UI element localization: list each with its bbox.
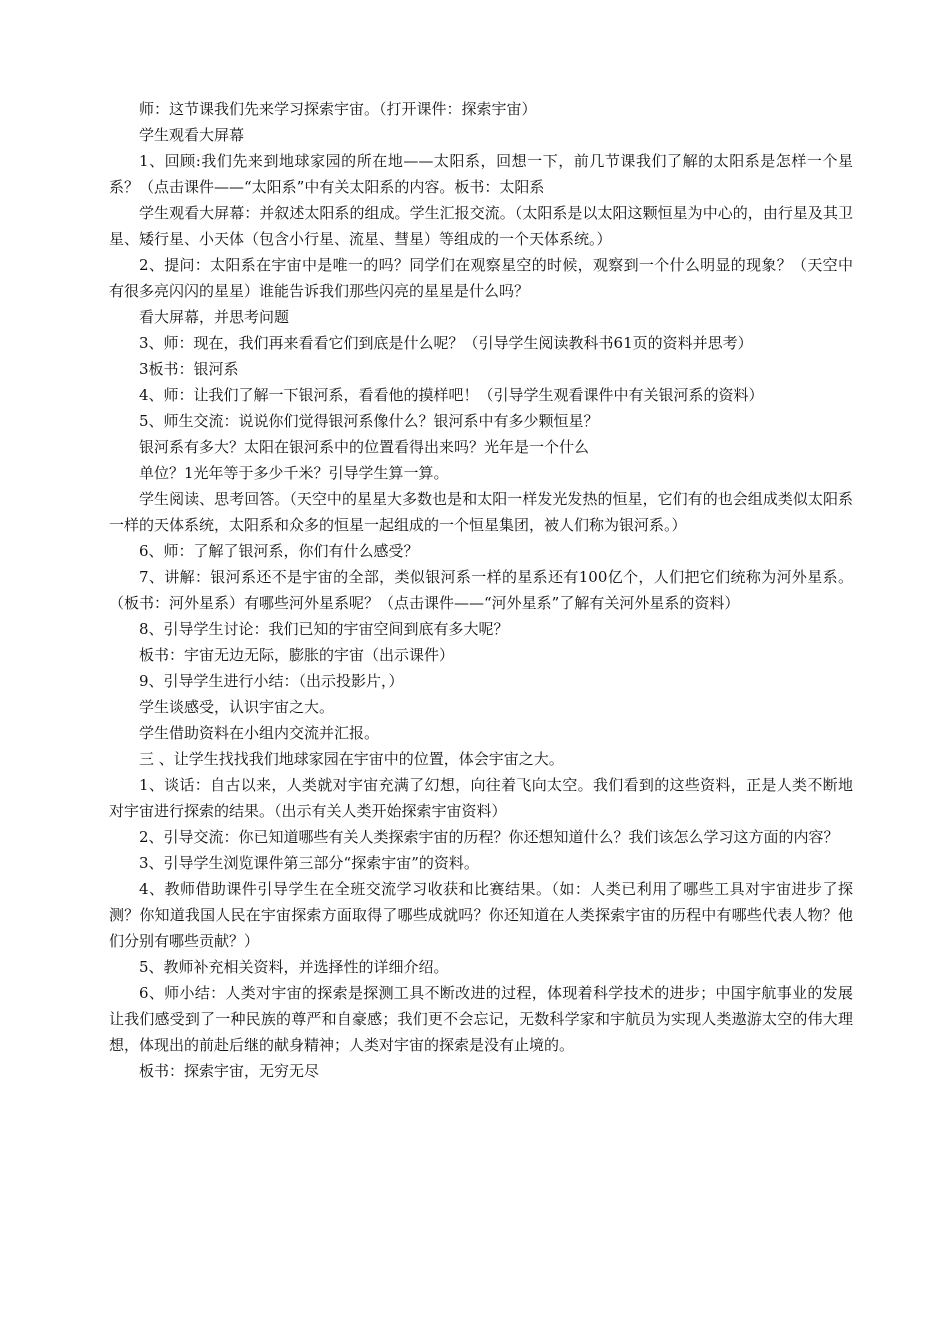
paragraph: 单位？1光年等于多少千米？引导学生算一算。 xyxy=(139,464,449,482)
paragraph: 板书：宇宙无边无际，膨胀的宇宙（出示课件） xyxy=(139,646,455,664)
paragraph: 8、引导学生讨论：我们已知的宇宙空间到底有多大呢？ xyxy=(139,620,509,638)
paragraph: 1、谈话：自古以来，人类就对宇宙充满了幻想，向往着飞向太空。我们看到的这些资料，正是人类不断地对宇宙进行探索的结果。（出示有关人类开始探索宇宙资料） xyxy=(109,776,853,820)
paragraph: 2、引导交流：你已知道哪些有关人类探索宇宙的历程？你还想知道什么？我们该怎么学习这方面的内容？ xyxy=(139,828,839,846)
paragraph: 学生观看大屏幕 xyxy=(139,126,245,144)
paragraph: 看大屏幕，并思考问题 xyxy=(139,308,290,326)
section-heading: 三 、让学生找找我们地球家园在宇宙中的位置，体会宇宙之大。 xyxy=(139,750,564,768)
paragraph: 9、引导学生进行小结：（出示投影片，） xyxy=(139,672,404,690)
paragraph: 5、教师补充相关资料，并选择性的详细介绍。 xyxy=(139,958,449,976)
paragraph: 5、师生交流：说说你们觉得银河系像什么？银河系中有多少颗恒星？ xyxy=(139,412,599,430)
paragraph: 板书：探索宇宙，无穷无尽 xyxy=(139,1062,320,1080)
paragraph: 1、回顾:我们先来到地球家园的所在地——太阳系，回想一下，前几节课我们了解的太阳系是怎样一个星系？（点击课件——“太阳系”中有关太阳系的内容。板书：太阳系 xyxy=(109,152,853,196)
paragraph: 学生阅读、思考回答。（天空中的星星大多数也是和太阳一样发光发热的恒星，它们有的也会组成类似太阳系一样的天体系统，太阳系和众多的恒星一起组成的一个恒星集团，被人们称为银河系。） xyxy=(109,490,853,534)
document-body xyxy=(109,96,853,1084)
paragraph: 2、提问：太阳系在宇宙中是唯一的吗？同学们在观察星空的时候，观察到一个什么明显的现象？（天空中有很多亮闪闪的星星）谁能告诉我们那些闪亮的星星是什么吗？ xyxy=(109,256,853,300)
paragraph: 3、引导学生浏览课件第三部分“探索宇宙”的资料。 xyxy=(139,854,479,872)
paragraph: 银河系有多大？太阳在银河系中的位置看得出来吗？光年是一个什么 xyxy=(139,438,590,456)
paragraph: 师：这节课我们先来学习探索宇宙。（打开课件：探索宇宙） xyxy=(139,100,537,118)
paragraph: 学生谈感受，认识宇宙之大。 xyxy=(139,698,335,716)
paragraph: 学生借助资料在小组内交流并汇报。 xyxy=(139,724,380,742)
paragraph: 4、师：让我们了解一下银河系，看看他的摸样吧！（引导学生观看课件中有关银河系的资料） xyxy=(139,386,764,404)
paragraph: 7、讲解：银河系还不是宇宙的全部，类似银河系一样的星系还有100亿个，人们把它们统称为河外星系。（板书：河外星系）有哪些河外星系呢？（点击课件——“河外星系”了解有关河外星系的资料） xyxy=(109,568,853,612)
paragraph: 3板书：银河系 xyxy=(139,360,239,378)
paragraph: 3、师：现在，我们再来看看它们到底是什么呢？（引导学生阅读教科书61页的资料并思考） xyxy=(139,334,753,352)
paragraph: 6、师小结：人类对宇宙的探索是探测工具不断改进的过程，体现着科学技术的进步；中国宇航事业的发展让我们感受到了一种民族的尊严和自豪感；我们更不会忘记，无数科学家和宇航员为实现人类遨游太空的伟大理想，体现出的前赴后继的献身精神；人类对宇宙的探索是没有止境的。 xyxy=(109,984,853,1054)
paragraph: 4、教师借助课件引导学生在全班交流学习收获和比赛结果。（如：人类已利用了哪些工具对宇宙进步了探测？你知道我国人民在宇宙探索方面取得了哪些成就吗？你还知道在人类探索宇宙的历程中有哪些代表人物？他们分别有哪些贡献？） xyxy=(109,880,853,950)
paragraph: 6、师：了解了银河系，你们有什么感受？ xyxy=(139,542,419,560)
paragraph: 学生观看大屏幕：并叙述太阳系的组成。学生汇报交流。（太阳系是以太阳这颗恒星为中心的，由行星及其卫星、矮行星、小天体（包含小行星、流星、彗星）等组成的一个天体系统。） xyxy=(109,204,853,248)
